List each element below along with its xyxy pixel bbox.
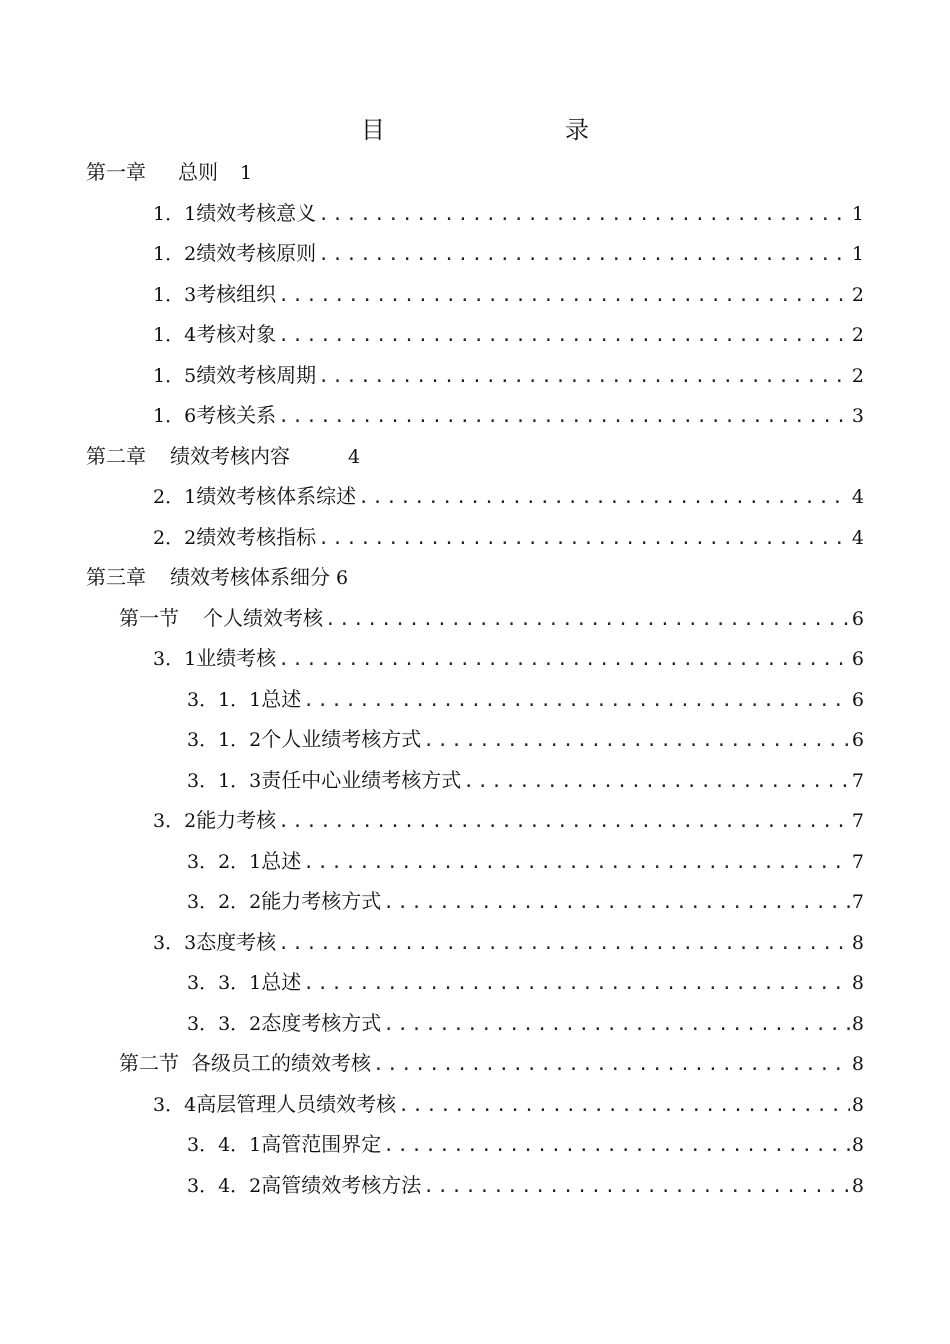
toc-entry-page: 6 — [336, 567, 349, 589]
toc-entry-label: 责任中心业绩考核方式 — [261, 767, 462, 792]
toc-entry-page: 3 — [851, 405, 864, 427]
toc-entry-page: 8 — [851, 1093, 864, 1116]
toc-entry[interactable] — [153, 922, 864, 962]
toc-dot-leader — [318, 235, 850, 275]
toc-entry-number: 2．1 — [153, 486, 197, 508]
toc-entry[interactable] — [187, 1124, 864, 1164]
toc-entry-page: 6 — [851, 607, 864, 630]
toc-dot-leader — [303, 964, 850, 1004]
toc-entry-page: 1 — [240, 162, 253, 184]
toc-entry-number: 第一章 — [86, 160, 146, 184]
toc-entry-page: 6 — [851, 729, 864, 751]
toc-entry-page: 2 — [851, 364, 864, 387]
toc-entry[interactable] — [153, 395, 864, 435]
toc-entry-label: 考核关系 — [196, 403, 277, 427]
toc-entry-number: 第二节 — [119, 1051, 179, 1075]
toc-entry[interactable] — [153, 800, 864, 840]
toc-title: 目 录 — [361, 116, 633, 144]
toc-section[interactable] — [119, 598, 864, 638]
toc-entry-number: 第三章 — [86, 565, 146, 589]
toc-entry-label: 能力考核 — [196, 808, 277, 832]
toc-dot-leader — [383, 883, 850, 923]
toc-entry-page: 8 — [851, 1174, 864, 1197]
toc-chapter[interactable] — [86, 436, 360, 476]
toc-entry-label: 绩效考核周期 — [196, 362, 317, 387]
toc-entry-label: 个人业绩考核方式 — [261, 727, 422, 751]
toc-dot-leader — [303, 681, 850, 721]
toc-entry-page: 7 — [851, 850, 864, 873]
toc-dot-leader — [278, 276, 850, 316]
toc-entry-number: 1．2 — [153, 243, 197, 265]
toc-entry-number: 3．3．1 — [187, 972, 262, 994]
toc-dot-leader — [278, 802, 850, 842]
toc-entry[interactable] — [187, 962, 864, 1002]
toc-entry-number: 3．3．2 — [187, 1012, 262, 1035]
toc-entry-number: 3．1．3 — [187, 769, 262, 792]
toc-entry[interactable] — [153, 314, 864, 354]
toc-entry-number: 1．6 — [153, 405, 197, 427]
toc-entry-label: 绩效考核意义 — [196, 200, 317, 225]
toc-entry-label: 总则 — [178, 160, 218, 184]
toc-dot-leader — [373, 1045, 850, 1085]
toc-entry-label: 绩效考核体系细分 — [170, 565, 330, 589]
toc-dot-leader — [318, 195, 850, 235]
toc-entry-page: 1 — [851, 243, 864, 265]
toc-entry-label: 绩效考核指标 — [196, 524, 317, 549]
toc-entry-number: 第一节 — [119, 605, 179, 630]
toc-entry-page: 8 — [851, 1053, 864, 1075]
toc-dot-leader — [278, 640, 850, 680]
toc-entry-label: 总述 — [261, 970, 302, 994]
toc-entry-page: 1 — [851, 202, 864, 225]
toc-entry-page: 6 — [851, 648, 864, 670]
toc-entry[interactable] — [187, 679, 864, 719]
toc-entry-label: 总述 — [261, 848, 302, 873]
toc-dot-leader — [325, 600, 850, 640]
toc-dot-leader — [278, 924, 850, 964]
toc-dot-leader — [278, 316, 850, 356]
toc-entry[interactable] — [187, 760, 864, 800]
toc-entry-number: 3．4 — [153, 1093, 197, 1116]
toc-entry-label: 高管绩效考核方法 — [261, 1172, 422, 1197]
toc-entry[interactable] — [153, 638, 864, 678]
toc-entry[interactable] — [187, 841, 864, 881]
toc-dot-leader — [303, 843, 850, 883]
toc-entry-label: 态度考核方式 — [261, 1010, 382, 1035]
toc-entry-number: 3．2．1 — [187, 850, 262, 873]
toc-entry-number: 2．2 — [153, 526, 197, 549]
toc-entry-number: 3．2．2 — [187, 891, 262, 913]
toc-entry-label: 态度考核 — [196, 929, 277, 954]
toc-entry-number: 1．1 — [153, 202, 197, 225]
toc-entry-page: 8 — [851, 931, 864, 954]
toc-entry-label: 绩效考核内容 — [170, 443, 290, 468]
toc-entry-number: 3．4．1 — [187, 1134, 262, 1156]
toc-entry-label: 能力考核方式 — [261, 889, 382, 913]
toc-entry[interactable] — [153, 476, 864, 516]
toc-entry-label: 高管范围界定 — [261, 1132, 382, 1156]
toc-entry-page: 8 — [851, 1134, 864, 1156]
toc-entry-page: 7 — [851, 891, 864, 913]
toc-entry-number: 3．3 — [153, 931, 197, 954]
toc-dot-leader — [358, 478, 850, 518]
toc-dot-leader — [278, 397, 850, 437]
toc-entry-number: 3．4．2 — [187, 1174, 262, 1197]
toc-entry[interactable] — [187, 881, 864, 921]
toc-dot-leader — [398, 1086, 850, 1126]
toc-entry-label: 绩效考核体系综述 — [196, 484, 357, 508]
toc-entry[interactable] — [153, 233, 864, 273]
toc-entry-page: 4 — [851, 486, 864, 508]
toc-entry[interactable] — [153, 193, 864, 233]
toc-section[interactable] — [119, 1043, 864, 1083]
toc-entry-label: 个人绩效考核 — [203, 605, 323, 630]
toc-entry-number: 第二章 — [86, 443, 146, 468]
toc-entry[interactable] — [153, 355, 864, 395]
toc-entry[interactable] — [153, 274, 864, 314]
toc-entry[interactable] — [153, 1084, 864, 1124]
toc-entry-label: 考核组织 — [196, 281, 277, 306]
toc-dot-leader — [423, 1167, 850, 1207]
toc-entry-number: 1．4 — [153, 324, 197, 346]
toc-entry-label: 高层管理人员绩效考核 — [196, 1091, 397, 1116]
toc-dot-leader — [383, 1126, 850, 1166]
toc-entry-label: 业绩考核 — [196, 646, 277, 670]
toc-entry[interactable] — [187, 719, 864, 759]
toc-entry-number: 1．5 — [153, 364, 197, 387]
toc-entry[interactable] — [153, 517, 864, 557]
toc-entry-number: 3．1 — [153, 648, 197, 670]
toc-entry-label: 总述 — [261, 686, 302, 711]
toc-entry-page: 4 — [851, 526, 864, 549]
toc-entry-page: 2 — [851, 324, 864, 346]
toc-entry-page: 8 — [851, 972, 864, 994]
toc-entry-number: 1．3 — [153, 283, 197, 306]
toc-entry-number: 3．2 — [153, 810, 197, 832]
toc-dot-leader — [463, 762, 850, 802]
toc-entry-page: 4 — [348, 445, 361, 468]
toc-entry-page: 8 — [851, 1012, 864, 1035]
toc-entry-number: 3．1．1 — [187, 688, 262, 711]
toc-dot-leader — [383, 1005, 850, 1045]
toc-entry-label: 各级员工的绩效考核 — [191, 1051, 371, 1075]
toc-entry-page: 6 — [851, 688, 864, 711]
toc-entry-page: 7 — [851, 810, 864, 832]
toc-entry[interactable] — [187, 1003, 864, 1043]
toc-entry-label: 考核对象 — [196, 322, 277, 346]
toc-chapter[interactable] — [86, 152, 252, 192]
toc-entry-page: 2 — [851, 283, 864, 306]
toc-entry-page: 7 — [851, 769, 864, 792]
toc-dot-leader — [318, 519, 850, 559]
toc-dot-leader — [423, 721, 850, 761]
toc-entry[interactable] — [187, 1165, 864, 1205]
toc-dot-leader — [318, 357, 850, 397]
toc-entry-label: 绩效考核原则 — [196, 241, 317, 265]
toc-chapter[interactable] — [86, 557, 348, 597]
toc-entry-number: 3．1．2 — [187, 729, 262, 751]
